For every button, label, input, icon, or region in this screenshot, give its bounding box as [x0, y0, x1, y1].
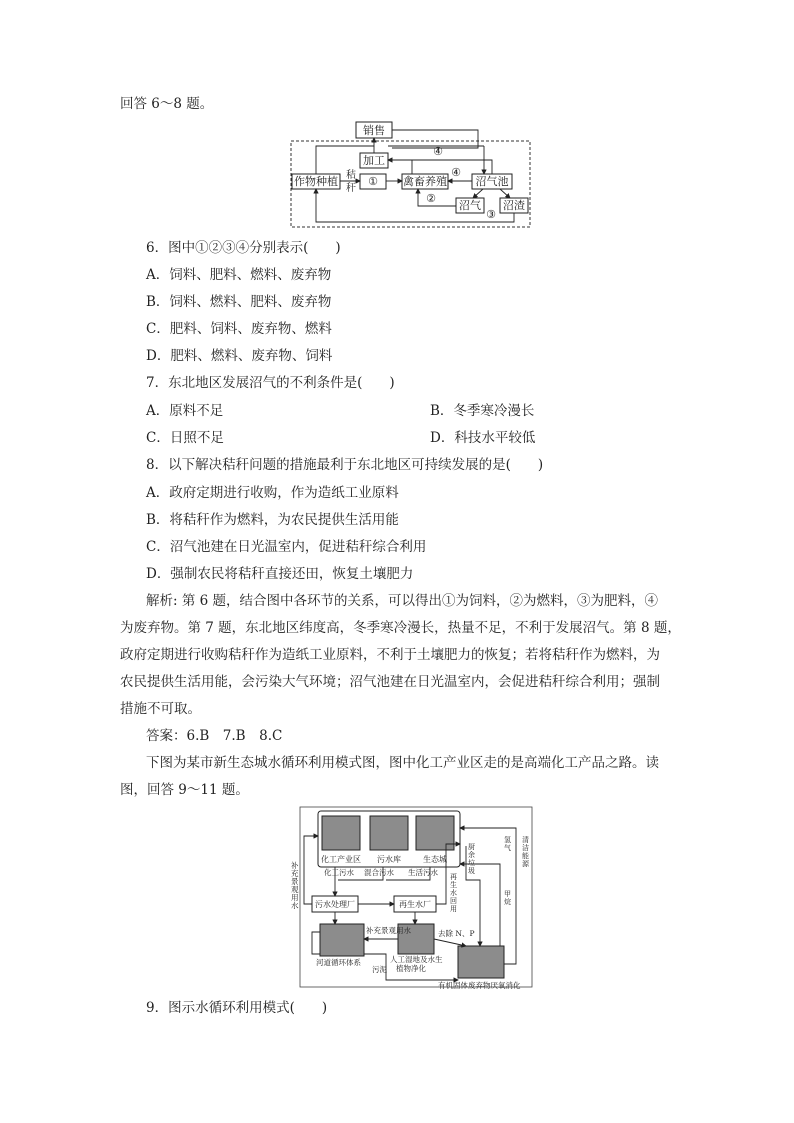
- label-crop: 作物种植: [294, 175, 338, 188]
- q6-option-d: D．肥料、燃料、废弃物、饲料: [146, 348, 333, 364]
- q6-option-b: B．饲料、燃料、肥料、废弃物: [146, 294, 332, 310]
- label-hydrogen: [504, 835, 511, 852]
- label-c4-top: ④: [433, 145, 443, 158]
- label-eco-city: 生态城: [423, 855, 447, 864]
- label-biogas: 沼气: [459, 199, 481, 212]
- label-methane: [504, 890, 511, 906]
- label-straw-2: 秆: [346, 183, 356, 194]
- label-clean-energy: [522, 835, 530, 868]
- agri-cycle-diagram: [288, 118, 534, 230]
- svg-text:水: 水: [291, 901, 299, 910]
- label-wetland: 人工湿地及水生: [390, 955, 443, 964]
- label-reclaim-plant: 再生水厂: [399, 900, 431, 909]
- label-remove-np: 去除 N、P: [438, 929, 475, 938]
- q7-option-c: C．日照不足: [146, 430, 224, 446]
- q7-option-d: D．科技水平较低: [430, 430, 536, 446]
- label-chem-zone: 化工产业区: [321, 855, 361, 864]
- q6-stem: 6．图中①②③④分别表示( ): [146, 240, 341, 256]
- svg-text:能: 能: [522, 852, 529, 860]
- analysis-line-5: 措施不可取。: [120, 701, 201, 717]
- q6-option-a: A．饲料、肥料、燃料、废弃物: [146, 267, 332, 283]
- svg-text:补: 补: [291, 861, 299, 870]
- label-river: 河道循环体系: [316, 958, 361, 967]
- svg-text:甲: 甲: [504, 890, 511, 898]
- q7-stem: 7．东北地区发展沼气的不利条件是( ): [146, 375, 395, 391]
- label-livestock: 禽畜养殖: [403, 175, 447, 188]
- label-sales: 销售: [363, 124, 385, 137]
- svg-text:厨: 厨: [468, 843, 475, 851]
- label-c4-mid: ④: [451, 166, 461, 179]
- label-sludge: 污泥: [372, 965, 387, 974]
- label-wetland-2: 植物净化: [396, 964, 426, 973]
- label-residue: 沼渣: [503, 199, 525, 212]
- label-processing: 加工: [363, 154, 385, 167]
- q6-option-c: C．肥料、饲料、废弃物、燃料: [146, 321, 332, 337]
- label-c2: ②: [426, 192, 436, 205]
- label-reclaimed: [450, 873, 457, 913]
- svg-text:气: 气: [504, 844, 511, 852]
- svg-text:清: 清: [522, 836, 529, 844]
- q8-option-d: D．强制农民将秸秆直接还田，恢复土壤肥力: [146, 566, 414, 582]
- svg-text:垃: 垃: [468, 859, 475, 867]
- svg-text:圾: 圾: [468, 867, 475, 875]
- water-cycle-diagram: [290, 804, 540, 992]
- q8-option-b: B．将秸秆作为燃料，为农民提供生活用能: [146, 512, 399, 528]
- label-kitchen: [468, 843, 475, 875]
- svg-text:景: 景: [291, 877, 299, 886]
- label-straw-1: 秸: [346, 170, 356, 181]
- photo-chem-zone: [322, 816, 360, 850]
- analysis-line-3: 政府定期进行收购秸秆作为造纸工业原料，不利于土壤肥力的恢复；若将秸秆作为燃料，为: [120, 647, 660, 663]
- q7-option-b: B．冬季寒冷漫长: [430, 403, 535, 419]
- intro2-line-1: 下图为某市新生态城水循环利用模式图，图中化工产业区走的是高端化工产品之路。读: [146, 755, 659, 771]
- label-anaerobic: 有机固体废弃物厌氧消化: [438, 981, 521, 990]
- intro2-line-2: 图，回答 9～11 题。: [120, 782, 249, 798]
- label-chem-water: 化工污水: [324, 868, 354, 877]
- svg-text:生: 生: [450, 881, 457, 889]
- q8-option-a: A．政府定期进行收购，作为造纸工业原料: [146, 485, 399, 501]
- photo-river: [320, 924, 364, 956]
- intro-text: 回答 6～8 题。: [120, 96, 214, 112]
- photo-eco-city: [416, 816, 454, 850]
- label-sewage-res: 污水库: [377, 855, 401, 864]
- svg-text:充: 充: [291, 869, 299, 878]
- svg-text:氢: 氢: [504, 836, 511, 844]
- svg-text:用: 用: [291, 893, 299, 902]
- svg-text:观: 观: [291, 885, 299, 894]
- svg-text:水: 水: [450, 889, 457, 897]
- label-domestic-water: 生活污水: [408, 868, 438, 877]
- analysis-line-4: 农民提供生活用能，会污染大气环境；沼气池建在日光温室内，会促进秸秆综合利用；强制: [120, 674, 660, 690]
- photo-anaerobic: [458, 946, 504, 978]
- answer-line: 答案：6.B 7.B 8.C: [146, 728, 283, 744]
- q7-option-a: A．原料不足: [146, 403, 224, 419]
- svg-text:再: 再: [450, 873, 457, 881]
- photo-sewage-res: [370, 816, 408, 850]
- label-supplement: 补充景观用水: [366, 926, 411, 935]
- label-c3: ③: [486, 208, 496, 221]
- svg-text:用: 用: [450, 905, 457, 913]
- svg-text:余: 余: [468, 851, 475, 859]
- svg-text:回: 回: [450, 897, 457, 905]
- label-mixed-water: 混合污水: [364, 868, 394, 877]
- label-left-vertical: [291, 860, 299, 910]
- label-digester: 沼气池: [475, 175, 509, 188]
- svg-text:洁: 洁: [522, 844, 529, 852]
- analysis-line-2: 为废弃物。第 7 题，东北地区纬度高，冬季寒冷漫长，热量不足，不利于发展沼气。第 8 题，: [120, 620, 681, 636]
- svg-text:源: 源: [522, 860, 529, 868]
- q9-stem: 9．图示水循环利用模式( ): [146, 1000, 328, 1016]
- q8-stem: 8．以下解决秸秆问题的措施最利于东北地区可持续发展的是( ): [146, 457, 544, 473]
- q8-option-c: C．沼气池建在日光温室内，促进秸秆综合利用: [146, 539, 427, 555]
- svg-text:烷: 烷: [504, 898, 511, 906]
- analysis-line-1: 解析: 第 6 题，结合图中各环节的关系，可以得出①为饲料，②为燃料，③为肥料，④: [146, 593, 659, 609]
- label-sewage-plant: 污水处理厂: [315, 900, 355, 909]
- label-c1: ①: [368, 175, 378, 188]
